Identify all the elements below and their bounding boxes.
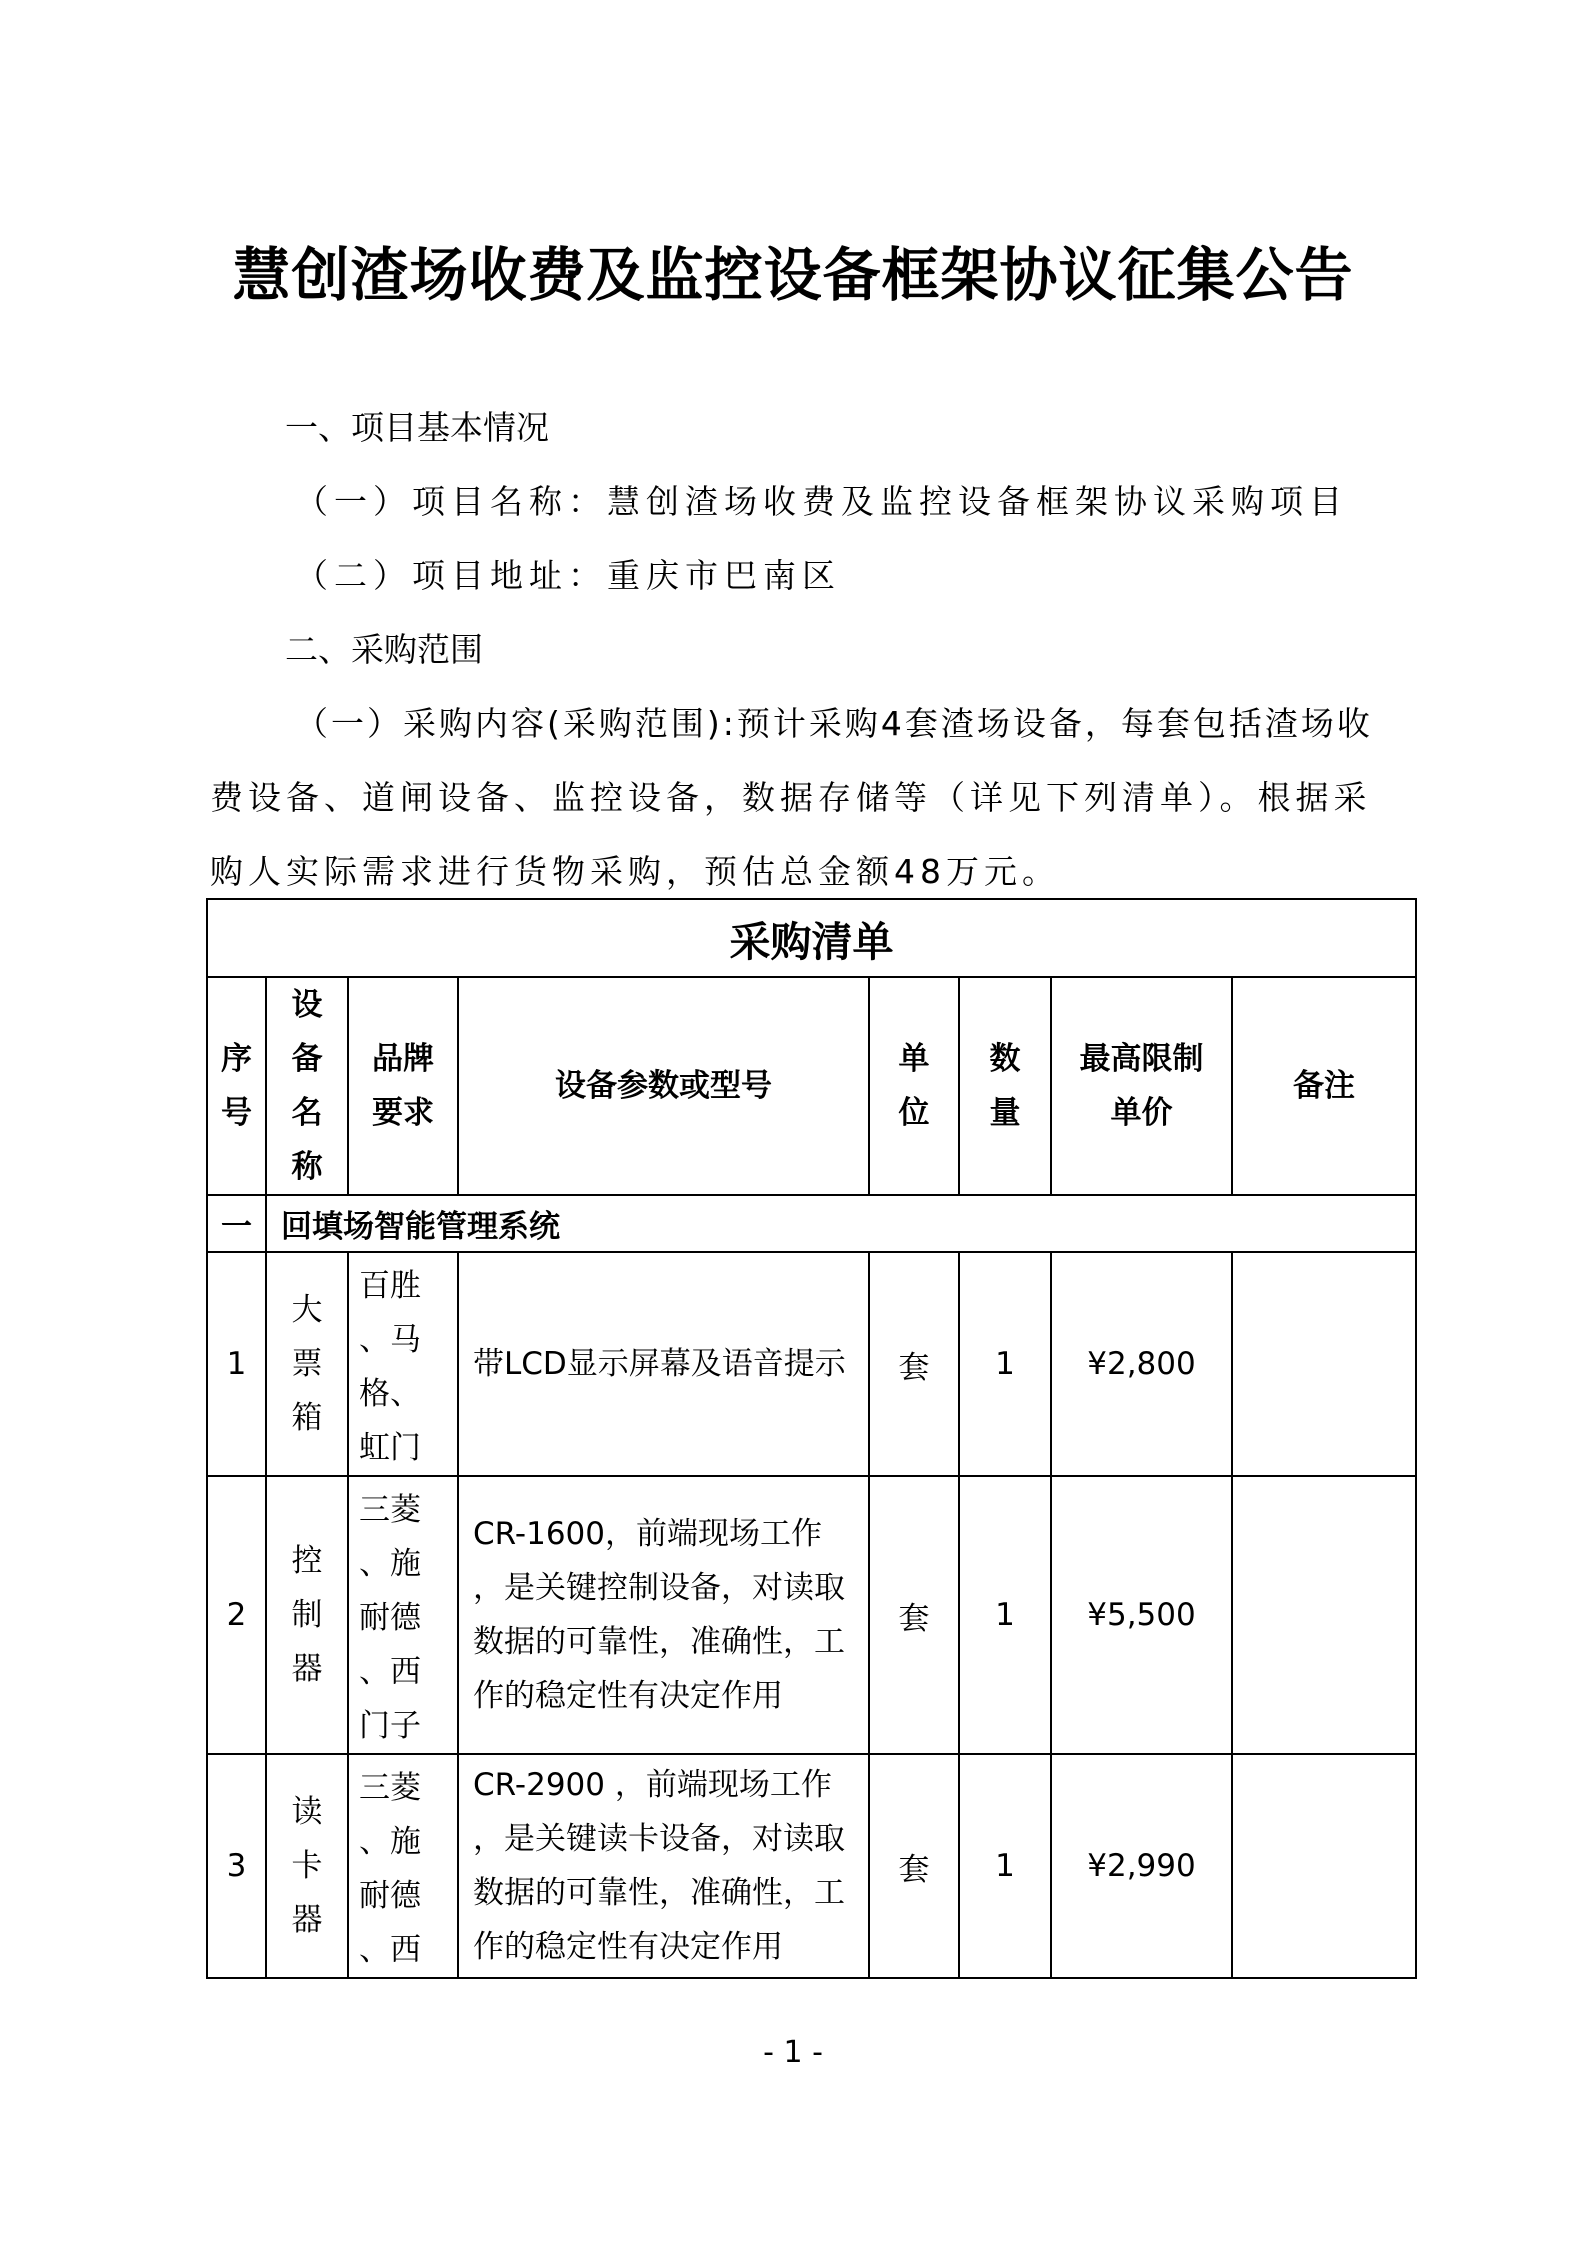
- cell-qty: 1: [959, 1754, 1051, 1978]
- table-row: [207, 1476, 1416, 1754]
- cell-unit: 套: [869, 1252, 959, 1476]
- cell-brand: 三菱 、施 耐德 、西: [348, 1754, 458, 1978]
- table-header-row: [207, 977, 1416, 1195]
- header-seq: 序 号: [207, 977, 266, 1195]
- cell-remark: [1232, 1754, 1416, 1978]
- header-remark: 备注: [1232, 977, 1416, 1195]
- cell-spec: 带LCD显示屏幕及语音提示: [458, 1252, 869, 1476]
- cell-name: 读 卡 器: [266, 1754, 348, 1978]
- cell-unit: 套: [869, 1754, 959, 1978]
- header-spec: 设备参数或型号: [458, 977, 869, 1195]
- cell-seq: 3: [207, 1754, 266, 1978]
- cell-price: ¥2,800: [1051, 1252, 1232, 1476]
- section-row: [207, 1195, 1416, 1252]
- scope-line-3: 购人实际需求进行货物采购，预估总金额48万元。: [210, 852, 1060, 891]
- cell-spec: CR-1600，前端现场工作 ，是关键控制设备，对读取 数据的可靠性，准确性，工 作的稳定性有决定作用: [458, 1476, 869, 1754]
- table-caption: 采购清单: [207, 899, 1416, 977]
- page-title: 慧创渣场收费及监控设备框架协议征集公告: [232, 241, 1354, 309]
- project-address-line: （二）项目地址：重庆市巴南区: [295, 556, 841, 595]
- cell-price: ¥5,500: [1051, 1476, 1232, 1754]
- header-brand: 品牌 要求: [348, 977, 458, 1195]
- cell-spec: CR-2900 ，前端现场工作 ，是关键读卡设备，对读取 数据的可靠性，准确性，工 作的稳定性有决定作用: [458, 1754, 869, 1978]
- table-row: [207, 1252, 1416, 1476]
- cell-price: ¥2,990: [1051, 1754, 1232, 1978]
- project-name-line: （一）项目名称：慧创渣场收费及监控设备框架协议采购项目: [295, 482, 1348, 521]
- cell-remark: [1232, 1476, 1416, 1754]
- section-heading-2: 二、采购范围: [285, 630, 483, 669]
- scope-line-1: （一）采购内容(采购范围):预计采购4套渣场设备，每套包括渣场收: [295, 704, 1373, 743]
- procurement-table: [206, 898, 1417, 1979]
- header-unit: 单 位: [869, 977, 959, 1195]
- cell-remark: [1232, 1252, 1416, 1476]
- cell-qty: 1: [959, 1252, 1051, 1476]
- cell-name: 大 票 箱: [266, 1252, 348, 1476]
- cell-unit: 套: [869, 1476, 959, 1754]
- cell-brand: 百胜 、马 格、 虹门: [348, 1252, 458, 1476]
- header-name: 设 备 名 称: [266, 977, 348, 1195]
- table-row: [207, 1754, 1416, 1978]
- scope-line-2: 费设备、道闸设备、监控设备，数据存储等（详见下列清单）。根据采: [210, 778, 1372, 817]
- header-price: 最高限制 单价: [1051, 977, 1232, 1195]
- cell-name: 控 制 器: [266, 1476, 348, 1754]
- cell-qty: 1: [959, 1476, 1051, 1754]
- page-number: - 1 -: [763, 2035, 823, 2070]
- cell-seq: 2: [207, 1476, 266, 1754]
- cell-brand: 三菱 、施 耐德 、西 门子: [348, 1476, 458, 1754]
- section-label: 回填场智能管理系统: [266, 1195, 1416, 1252]
- section-number: 一: [207, 1195, 266, 1252]
- header-qty: 数 量: [959, 977, 1051, 1195]
- cell-seq: 1: [207, 1252, 266, 1476]
- section-heading-1: 一、项目基本情况: [285, 408, 549, 447]
